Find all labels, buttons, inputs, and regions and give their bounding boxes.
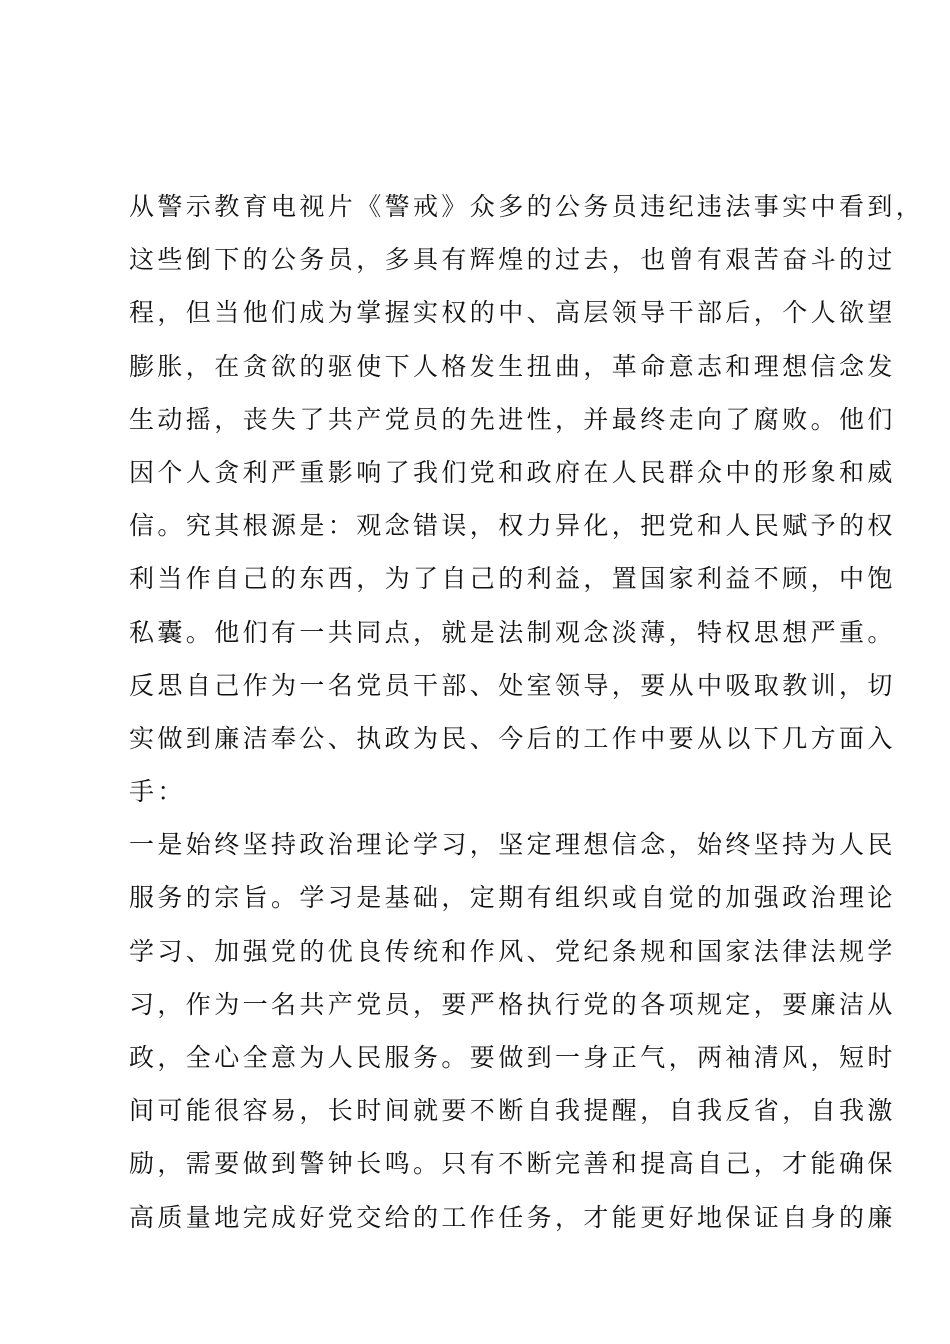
text-line: 生动摇，丧失了共产党员的先进性，并最终走向了腐败。他们 <box>129 404 896 434</box>
text-line: 服务的宗旨。学习是基础，定期有组织或自觉的加强政治理论 <box>129 883 896 913</box>
text-line: 习，作为一名共产党员，要严格执行党的各项规定，要廉洁从 <box>129 989 896 1019</box>
text-line: 私囊。他们有一共同点，就是法制观念淡薄，特权思想严重。 <box>129 617 896 647</box>
text-line: 程，但当他们成为掌握实权的中、高层领导干部后，个人欲望 <box>129 298 896 328</box>
text-line: 政，全心全意为人民服务。要做到一身正气，两袖清风，短时 <box>129 1043 896 1072</box>
text-line: 利当作自己的东西，为了自己的利益，置国家利益不顾，中饱 <box>129 564 896 594</box>
text-line: 实做到廉洁奉公、执政为民、今后的工作中要从以下几方面入 <box>129 723 896 753</box>
text-line: 从警示教育电视片《警戒》众多的公务员违纪违法事实中看到， <box>129 192 925 221</box>
text-line: 间可能很容易，长时间就要不断自我提醒，自我反省，自我激 <box>129 1096 896 1126</box>
text-line: 手： <box>129 777 186 807</box>
text-line: 这些倒下的公务员，多具有辉煌的过去，也曾有艰苦奋斗的过 <box>129 245 896 275</box>
text-line: 反思自己作为一名党员干部、处室领导，要从中吸取教训，切 <box>129 670 896 700</box>
text-line: 膨胀，在贪欲的驱使下人格发生扭曲，革命意志和理想信念发 <box>129 351 896 381</box>
text-line: 励，需要做到警钟长鸣。只有不断完善和提高自己，才能确保 <box>129 1149 896 1179</box>
text-line: 高质量地完成好党交给的工作任务，才能更好地保证自身的廉 <box>129 1202 896 1232</box>
text-line: 因个人贪利严重影响了我们党和政府在人民群众中的形象和威 <box>129 457 896 487</box>
text-line: 信。究其根源是：观念错误，权力异化，把党和人民赋予的权 <box>129 511 896 541</box>
body-text <box>129 180 925 1244</box>
text-line: 一是始终坚持政治理论学习，坚定理想信念，始终坚持为人民 <box>129 830 896 860</box>
text-line: 学习、加强党的优良传统和作风、党纪条规和国家法律法规学 <box>129 936 896 966</box>
